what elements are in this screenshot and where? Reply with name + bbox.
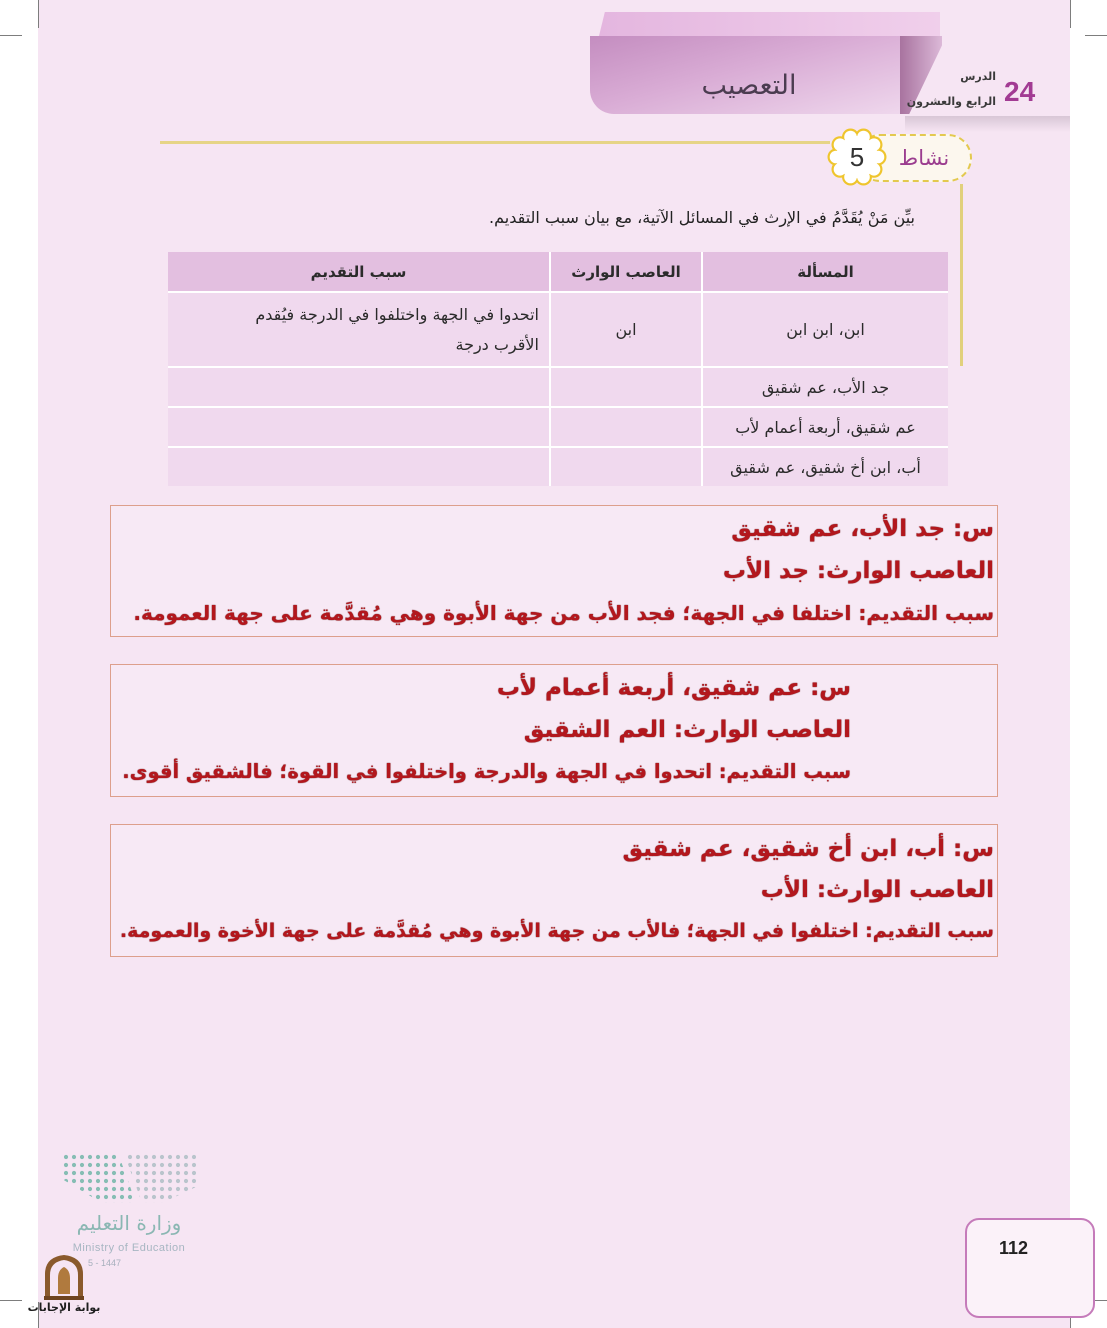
header-case: المسألة: [702, 252, 948, 292]
activity-number: 5: [849, 142, 865, 172]
cell-case: أب، ابن أخ شقيق، عم شقيق: [702, 447, 948, 486]
crop-mark-top-left-vertical: [38, 0, 39, 28]
gateway-label: بوابة الإجابات: [27, 1301, 101, 1314]
cell-heir: ابن: [550, 292, 702, 367]
answer-question: س: أب، ابن أخ شقيق، عم شقيق: [622, 836, 994, 862]
answer-heir: العاصب الوارث: العم الشقيق: [523, 717, 851, 743]
table-row: [168, 292, 948, 367]
answer-heir: العاصب الوارث: الأب: [760, 877, 994, 903]
answer-heir: العاصب الوارث: جد الأب: [722, 558, 994, 584]
cell-reason-empty: [168, 447, 550, 486]
cell-reason: اتحدوا في الجهة واختلفوا في الدرجة فيُقدم الأقرب درجة: [168, 292, 550, 367]
lesson-number: 24: [1004, 76, 1036, 107]
crop-mark-top-left-horizontal: [0, 35, 22, 36]
lesson-title: التعصيب: [701, 70, 797, 101]
cell-reason-empty: [168, 367, 550, 407]
cell-case: جد الأب، عم شقيق: [702, 367, 948, 407]
lesson-label: الدرس: [960, 70, 996, 83]
table: [168, 252, 948, 486]
page-number: 112: [999, 1238, 1029, 1258]
activity-label: نشاط: [898, 146, 950, 170]
gateway-arch-logo-icon: [42, 1254, 86, 1300]
header-shadow: [905, 116, 1070, 132]
ministry-name-english: Ministry of Education: [72, 1242, 186, 1254]
table-row: [168, 447, 948, 486]
cell-case: عم شقيق، أربعة أعمام لأب: [702, 407, 948, 447]
cell-heir-empty: [550, 447, 702, 486]
crop-mark-top-right-vertical: [1070, 0, 1071, 28]
answer-question: س: عم شقيق، أربعة أعمام لأب: [496, 675, 851, 701]
header-heir: العاصب الوارث: [550, 252, 702, 292]
answer-reason: سبب التقديم: اختلفوا في الجهة؛ فالأب من جهة الأبوة وهي مُقدَّمة على جهة الأخوة والعمومة.: [119, 920, 994, 942]
cell-heir-empty: [550, 407, 702, 447]
cell-reason-empty: [168, 407, 550, 447]
ministry-of-education-logo-icon: [62, 1153, 196, 1203]
crop-mark-bottom-left-horizontal: [0, 1300, 22, 1301]
table-row: [168, 407, 948, 447]
cell-case: ابن، ابن ابن: [702, 292, 948, 367]
answer-box-2: [110, 664, 998, 797]
ministry-name-arabic: وزارة التعليم: [76, 1211, 182, 1235]
lesson-ordinal: الرابع والعشرون: [906, 95, 996, 108]
table-row: [168, 367, 948, 407]
cell-heir-empty: [550, 367, 702, 407]
crop-mark-top-right-horizontal: [1085, 35, 1107, 36]
edition-year: 5 - 1447: [88, 1258, 122, 1268]
answer-question: س: جد الأب، عم شقيق: [731, 516, 994, 542]
answer-box-3: [110, 824, 998, 957]
inheritance-table: [168, 252, 948, 486]
activity-instruction: بيِّن مَنْ يُقَدَّمُ في الإرث في المسائل الآتية، مع بيان سبب التقديم.: [489, 208, 915, 227]
page-number-box: [965, 1218, 1095, 1318]
answer-box-1: [110, 505, 998, 637]
activity-divider-line: [160, 141, 830, 144]
activity-side-line: [960, 184, 963, 366]
answer-reason: سبب التقديم: اختلفا في الجهة؛ فجد الأب من جهة الأبوة وهي مُقدَّمة على جهة العمومة.: [133, 601, 994, 625]
table-header-row: [168, 252, 948, 292]
header-reason: سبب التقديم: [168, 252, 550, 292]
answer-reason: سبب التقديم: اتحدوا في الجهة والدرجة واختلفوا في القوة؛ فالشقيق أقوى.: [122, 760, 851, 783]
